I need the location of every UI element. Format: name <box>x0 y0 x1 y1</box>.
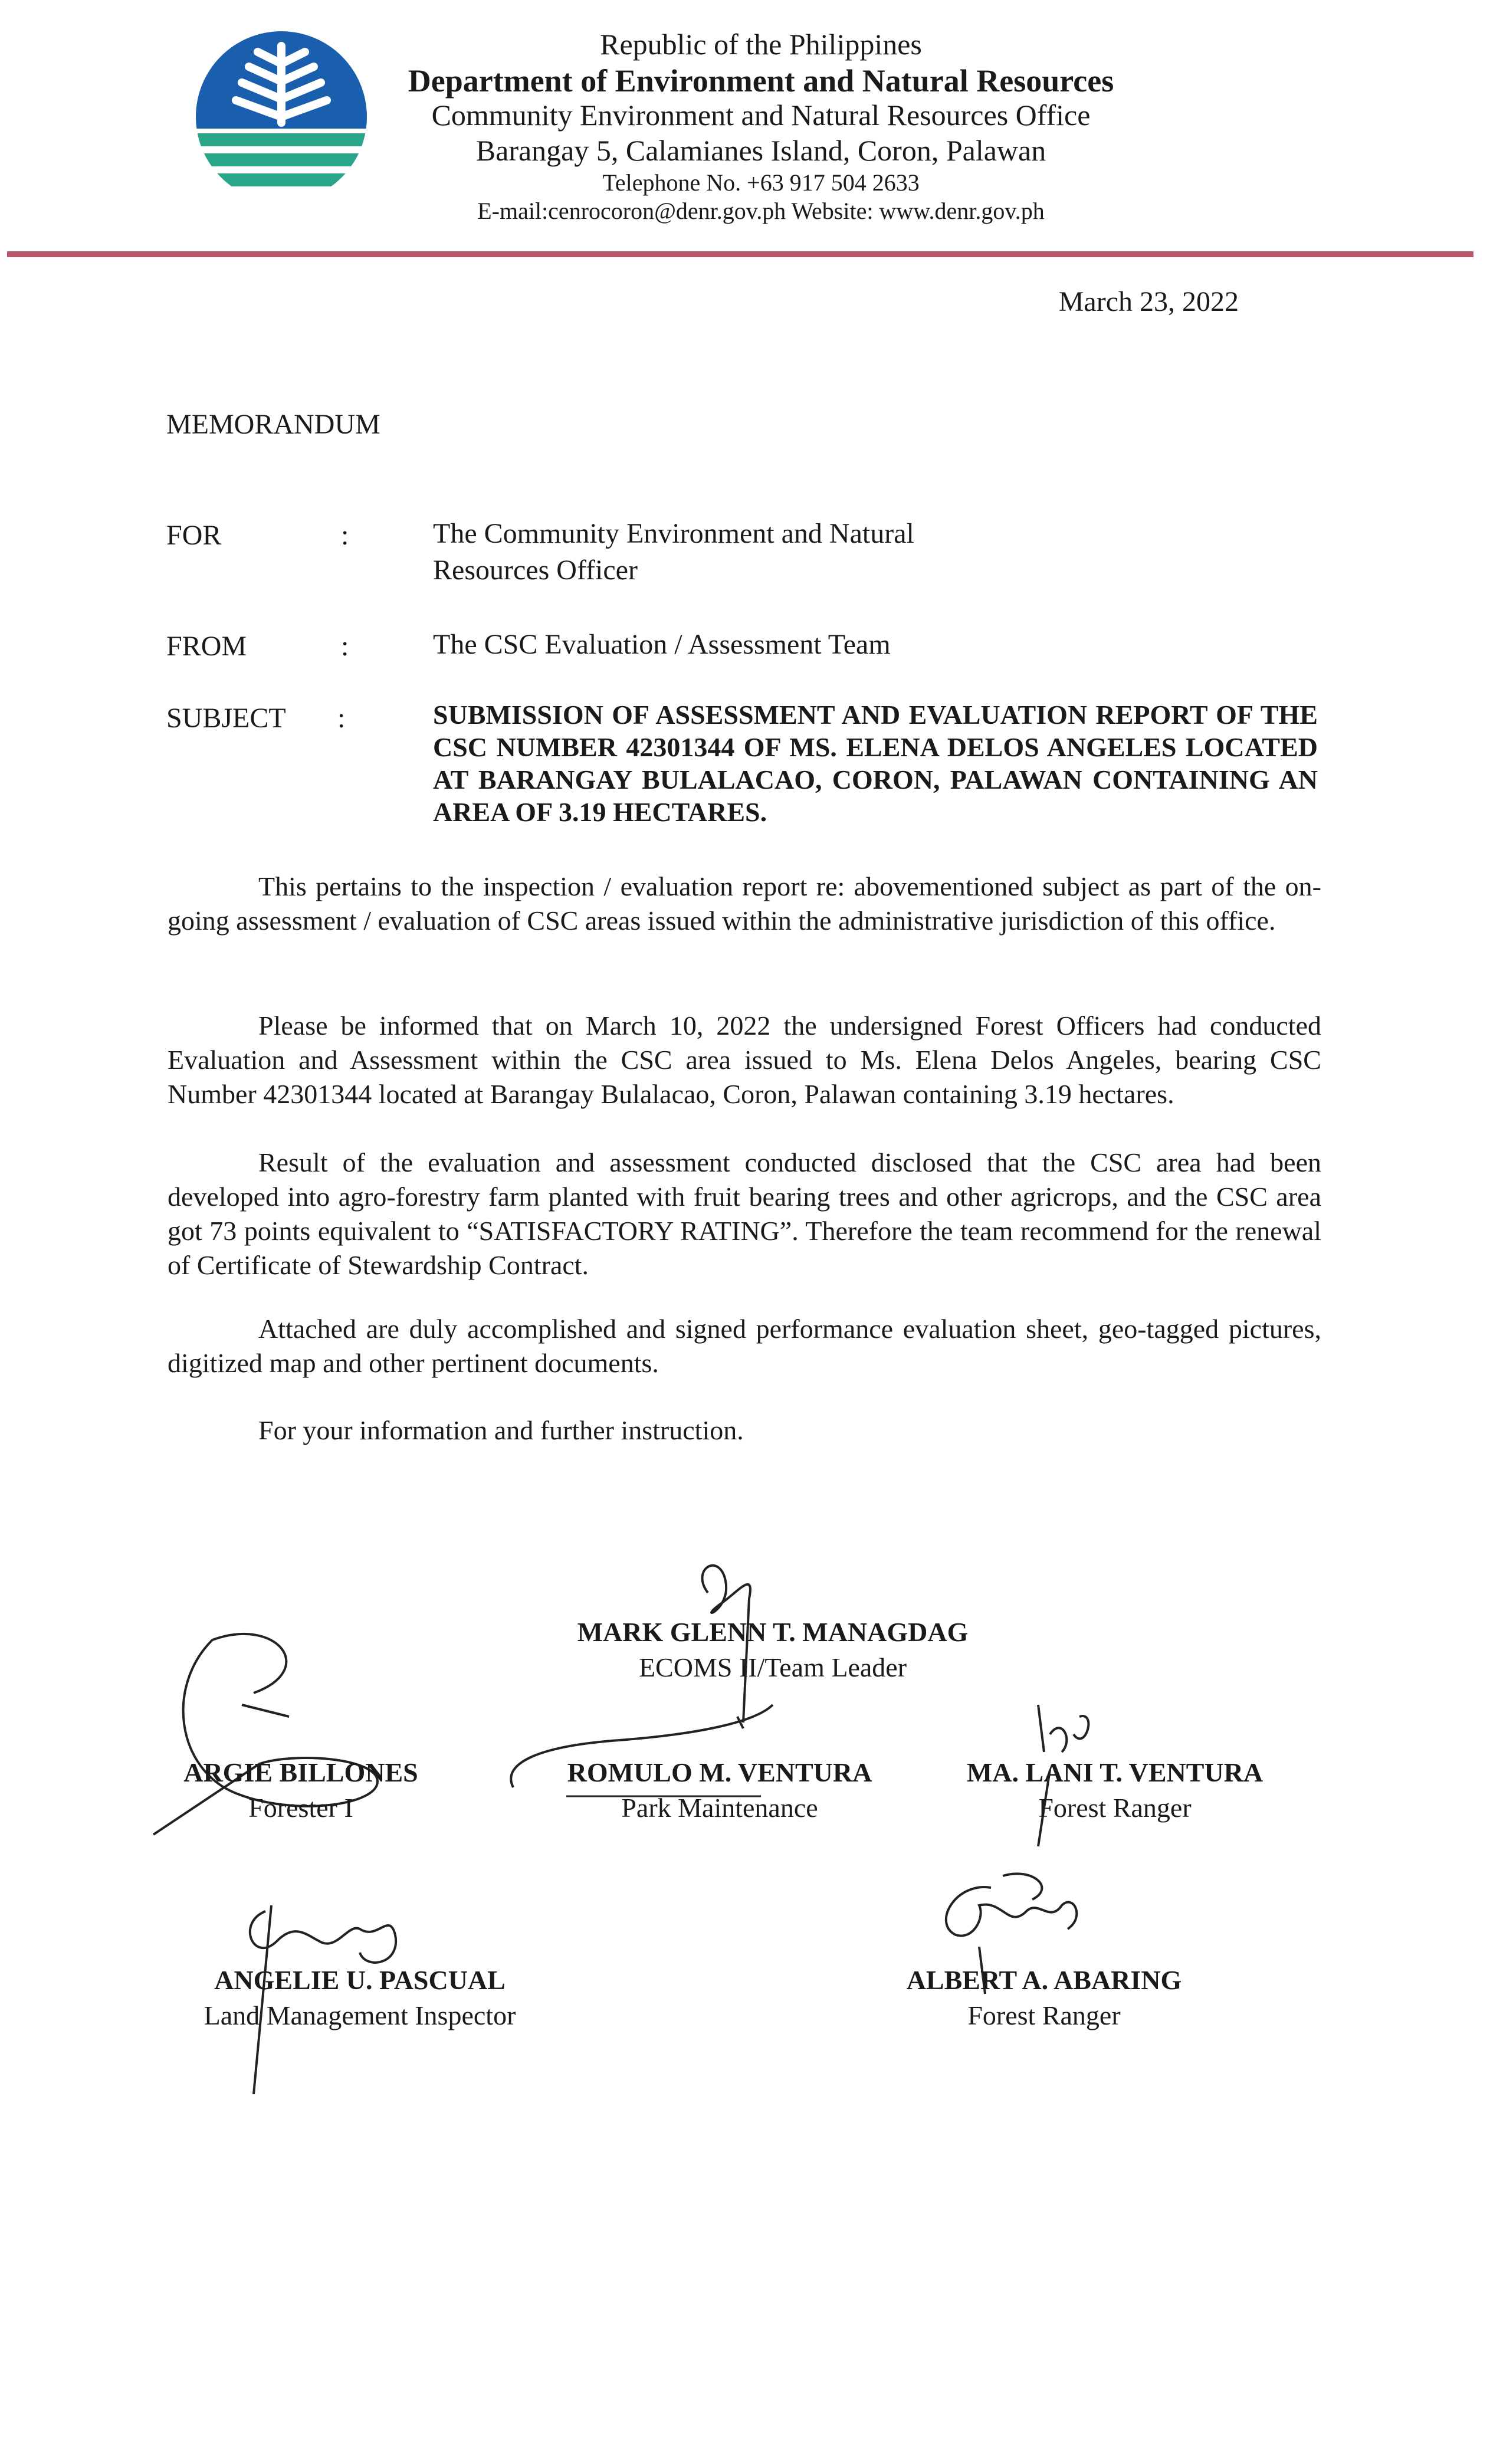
body-paragraph-1: This pertains to the inspection / evaluation report re: abovementioned subject as part of the on-going assessment / evaluation of CSC areas issued within the administrative jurisdiction of this office. <box>168 871 1321 936</box>
from-value: The CSC Evaluation / Assessment Team <box>433 629 891 660</box>
signatory-name-5: ANGELIE U. PASCUAL <box>214 1965 506 1995</box>
memo-date: March 23, 2022 <box>1058 286 1239 317</box>
from-label: FROM <box>166 631 247 662</box>
signatory-title-1: ECOMS II/Team Leader <box>638 1652 907 1682</box>
signatory-name-6: ALBERT A. ABARING <box>906 1965 1182 1995</box>
subject-label: SUBJECT <box>166 703 286 734</box>
signatory-title-3: Park Maintenance <box>621 1793 818 1823</box>
signatory-name-2: ARGIE BILLONES <box>183 1757 418 1787</box>
signatory-name-3: ROMULO M. VENTURA <box>567 1757 872 1787</box>
letterhead-rule <box>7 251 1473 257</box>
subject-colon: : <box>337 703 346 734</box>
office-address: Barangay 5, Calamianes Island, Coron, Palawan <box>475 134 1046 167</box>
body-paragraph-2: Please be informed that on March 10, 2022 the undersigned Forest Officers had conducted Evaluation and Assessment within the CSC area issued to Ms. Elena Delos Angeles, bearing CSC Number 42301344 located at Barangay Bulalacao, Coron, Palawan containing 3.19 hectares. <box>168 1010 1321 1109</box>
for-label: FOR <box>166 520 222 551</box>
for-value: The Community Environment and Natural Resources Officer <box>433 518 914 586</box>
signatory-title-2: Forester I <box>248 1793 353 1823</box>
office-name: Community Environment and Natural Resources Office <box>431 99 1091 132</box>
subject-value: SUBMISSION OF ASSESSMENT AND EVALUATION REPORT OF THE CSC NUMBER 42301344 OF MS. ELENA DELOS ANGELES LOCATED AT BARANGAY BULALACAO, CORON, PALAWAN CONTAINING AN AREA OF 3.19 HECTARES. <box>433 700 1318 827</box>
signatory-title-4: Forest Ranger <box>1038 1793 1192 1823</box>
signatory-name-1: MARK GLENN T. MANAGDAG <box>577 1617 969 1647</box>
republic-line: Republic of the Philippines <box>600 28 922 61</box>
memo-title: MEMORANDUM <box>166 409 380 440</box>
from-colon: : <box>341 631 349 662</box>
office-contact: E-mail:cenrocoron@denr.gov.ph Website: www.denr.gov.ph <box>477 198 1045 224</box>
department-name: Department of Environment and Natural Resources <box>408 63 1114 99</box>
body-paragraph-5: For your information and further instruction. <box>258 1415 744 1445</box>
signatory-title-6: Forest Ranger <box>967 2000 1121 2030</box>
office-telephone: Telephone No. +63 917 504 2633 <box>602 169 920 196</box>
body-paragraph-4: Attached are duly accomplished and signed performance evaluation sheet, geo-tagged pictures, digitized map and other pertinent documents. <box>168 1314 1321 1378</box>
signatory-name-4: MA. LANI T. VENTURA <box>966 1757 1263 1787</box>
body-paragraph-3: Result of the evaluation and assessment conducted disclosed that the CSC area had been developed into agro-forestry farm planted with fruit bearing trees and other agricrops, and the CSC area got 73 points equivalent to “SATISFACTORY RATING”. Therefore the team recommend for the renewal of Certificate of Stewardship Contract. <box>168 1147 1321 1280</box>
signatory-title-5: Land Management Inspector <box>204 2000 516 2030</box>
for-colon: : <box>341 520 349 551</box>
